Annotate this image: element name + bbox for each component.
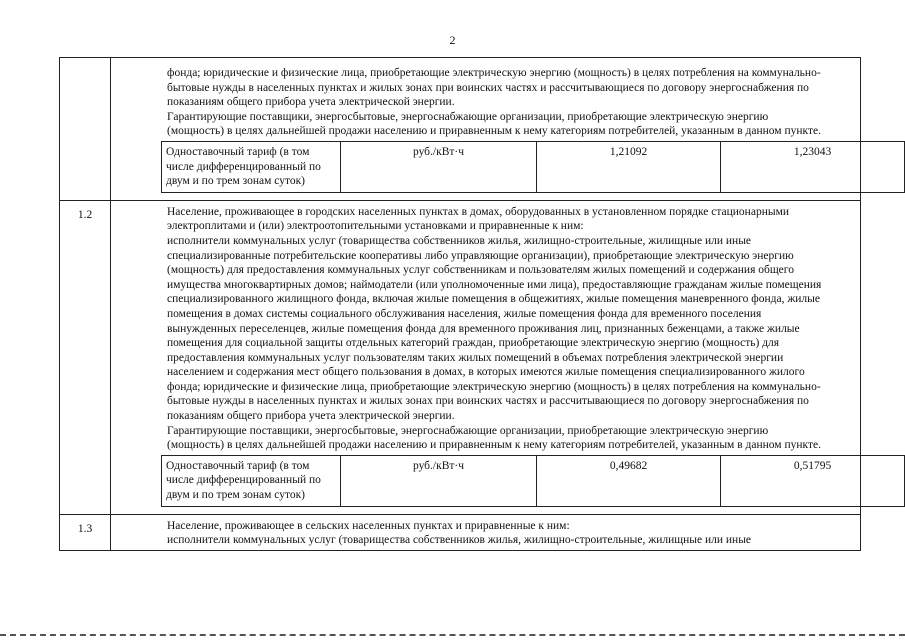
tariff-subtable: [161, 141, 905, 193]
text-line: Гарантирующие поставщики, энергосбытовые, энергоснабжающие организации, приобретающие электрическую энергию: [167, 110, 769, 123]
section-1-3-text: [111, 515, 860, 550]
section-1-3-content: [111, 514, 861, 550]
section-continuation-row: [60, 58, 861, 201]
section-1-2-row: [60, 200, 861, 514]
text-line: предоставления коммунальных услуг пользователям таких жилых помещений в объемах потребления электрической энергии: [167, 351, 784, 364]
scan-edge-marks: [0, 634, 905, 640]
section-continuation-text: [111, 58, 860, 141]
text-line: Население, проживающее в городских населенных пунктах в домах, оборудованных в установленном порядке стационарными: [167, 205, 790, 218]
text-line: населением и содержания мест общего пользования в домах, в которых имеются жилые помещения специализированного жилого: [167, 366, 805, 379]
text-line: помещения для социальной защиты отдельных категорий граждан, приобретающие электрическую энергию (мощность) для: [167, 337, 780, 350]
tariff-label: Одноставочный тариф (в том числе дифференцированный по двум и по трем зонам суток): [162, 455, 341, 506]
row-number-empty: [60, 58, 111, 201]
page-number: 2: [449, 33, 456, 47]
text-line: помещения в домах системы социального обслуживания населения, жилые помещения фонда для временного поселения: [167, 307, 762, 320]
text-line: электроплитами и (или) электроотопительными установками и приравненные к ним:: [167, 220, 584, 233]
text-line: бытовые нужды в населенных пунктах и жилых зонах при воинских частях и рассчитывающиеся по договору энергоснабжения по: [167, 395, 809, 408]
tariff-row: [162, 141, 905, 192]
text-line: фонда; юридические и физические лица, приобретающие электрическую энергию (мощность) в целях потребления на коммунально-: [167, 67, 821, 79]
text-line: исполнители коммунальных услуг (товарищества собственников жилья, жилищно-строительные, жилищные или иные: [167, 234, 752, 247]
text-line: (мощность) в целях дальнейшей продажи населению и приравненным к нему категориям потребителей, указанным в данном пункте.: [167, 439, 821, 452]
text-line: бытовые нужды в населенных пунктах и жилых зонах при воинских частях и рассчитывающиеся по договору энергоснабжения по: [167, 81, 809, 94]
text-line: специализированного жилищного фонда, включая жилые помещения в общежитиях, жилые помещения маневренного фонда, жилые: [167, 293, 821, 306]
tariff-value-first: 0,49682: [537, 455, 721, 506]
tariff-unit: руб./кВт·ч: [341, 455, 537, 506]
tariff-value-first: 1,21092: [537, 141, 721, 192]
text-line: имущества многоквартирных домов; наймодатели (или уполномоченные ими лица), предоставляющие гражданам жилые помещения: [167, 278, 822, 291]
tariff-unit: руб./кВт·ч: [341, 141, 537, 192]
text-line: (мощность) в целях дальнейшей продажи населению и приравненным к нему категориям потребителей, указанным в данном пункте.: [167, 125, 821, 138]
section-1-2-content: [111, 200, 861, 514]
tariff-value-second: 1,23043: [721, 141, 905, 192]
section-continuation-content: [111, 58, 861, 201]
text-line: Население, проживающее в сельских населенных пунктах и приравненные к ним:: [167, 519, 570, 532]
text-line: вынужденных переселенцев, жилые помещения фонда для временного проживания лиц, признанных беженцами, а также жилые: [167, 322, 800, 335]
text-line: Гарантирующие поставщики, энергосбытовые, энергоснабжающие организации, приобретающие электрическую энергию: [167, 424, 769, 437]
tariff-row: [162, 455, 905, 506]
tariff-subtable: [161, 455, 905, 507]
section-1-3-row: [60, 514, 861, 550]
tariff-document-table: [59, 57, 861, 551]
row-number: 1.2: [60, 200, 111, 514]
text-line: (мощность) для предоставления коммунальных услуг собственникам и пользователям жилых помещений и содержания общего: [167, 264, 794, 277]
tariff-label: Одноставочный тариф (в том числе дифференцированный по двум и по трем зонам суток): [162, 141, 341, 192]
text-line: показаниям общего прибора учета электрической энергии.: [167, 410, 455, 423]
section-1-2-text: [111, 201, 860, 455]
text-line: специализированные потребительские кооперативы либо управляющие организации), приобретающие электрическую энергию: [167, 249, 794, 262]
text-line: фонда; юридические и физические лица, приобретающие электрическую энергию (мощность) в целях потребления на коммунально-: [167, 380, 821, 393]
text-line: показаниям общего прибора учета электрической энергии.: [167, 96, 455, 109]
tariff-value-second: 0,51795: [721, 455, 905, 506]
text-line: исполнители коммунальных услуг (товарищества собственников жилья, жилищно-строительные, жилищные или иные: [167, 534, 752, 547]
row-number: 1.3: [60, 514, 111, 550]
